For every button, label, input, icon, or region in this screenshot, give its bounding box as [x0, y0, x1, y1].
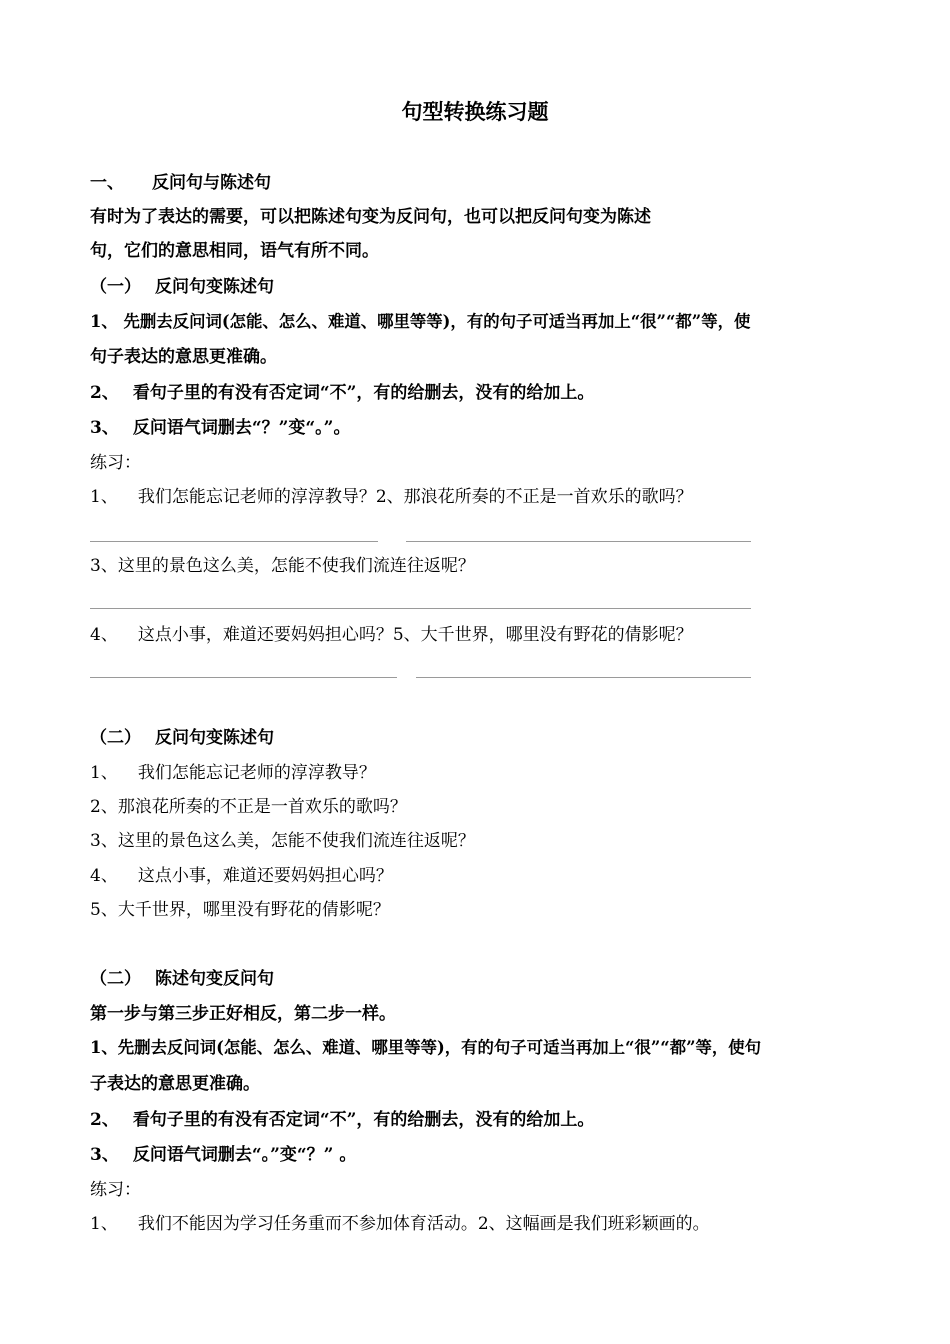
- item-number: 4、: [90, 866, 118, 886]
- rule-line: 子表达的意思更准确。: [90, 1074, 260, 1094]
- exercise-line: [90, 487, 693, 507]
- answer-blank: [90, 677, 397, 678]
- practice-label: 练习：: [90, 453, 141, 473]
- answer-blank: [406, 541, 751, 542]
- intro-line: 有时为了表达的需要，可以把陈述句变为反问句，也可以把反问句变为陈述: [90, 207, 651, 227]
- answer-blank: [90, 541, 378, 542]
- answer-blank: [416, 677, 751, 678]
- subsection-title: 反问句变陈述句: [155, 728, 274, 748]
- item-number: 1、: [90, 763, 118, 783]
- subsection-heading: [90, 728, 274, 748]
- list-item: 5、大千世界，哪里没有野花的倩影呢？: [90, 900, 390, 920]
- subsection-number: （二）: [90, 728, 141, 748]
- subsection-heading: [90, 277, 274, 297]
- exercise-text: 我们怎能忘记老师的淳淳教导？2、那浪花所奏的不正是一首欢乐的歌吗？: [137, 487, 693, 507]
- rule-line: [90, 418, 350, 438]
- list-item: [90, 866, 393, 886]
- section-heading: [90, 173, 271, 193]
- intro-line: 第一步与第三步正好相反，第二步一样。: [90, 1004, 396, 1024]
- rule-number: 2、: [90, 383, 119, 403]
- rule-text: 反问语气词删去“。”变“？” 。: [132, 1145, 357, 1165]
- practice-label: 练习：: [90, 1180, 141, 1200]
- list-item: 3、这里的景色这么美，怎能不使我们流连往返呢？: [90, 831, 475, 851]
- list-item: 2、那浪花所奏的不正是一首欢乐的歌吗？: [90, 797, 407, 817]
- rule-text: 看句子里的有没有否定词“不”，有的给删去，没有的给加上。: [132, 383, 595, 403]
- item-text: 这点小事，难道还要妈妈担心吗？: [137, 866, 393, 886]
- subsection-number: （二）: [90, 969, 141, 989]
- exercise-text: 我们不能因为学习任务重而不参加体育活动。2、这幅画是我们班彩颖画的。: [137, 1214, 710, 1234]
- rule-line: [90, 1145, 356, 1165]
- rule-number: 3、: [90, 418, 119, 438]
- list-item: [90, 763, 376, 783]
- subsection-heading: [90, 969, 274, 989]
- item-text: 我们怎能忘记老师的淳淳教导？: [137, 763, 376, 783]
- subsection-number: （一）: [90, 277, 141, 297]
- subsection-title: 反问句变陈述句: [155, 277, 274, 297]
- intro-line: 句，它们的意思相同，语气有所不同。: [90, 241, 379, 261]
- exercise-number: 1、: [90, 1214, 118, 1234]
- answer-blank: [90, 608, 751, 609]
- rule-line: 1、 先删去反问词(怎能、怎么、难道、哪里等等)，有的句子可适当再加上“很”“都”等，使: [90, 312, 751, 331]
- exercise-line: [90, 625, 693, 645]
- rule-text: 看句子里的有没有否定词“不”，有的给删去，没有的给加上。: [132, 1110, 595, 1130]
- rule-line: 句子表达的意思更准确。: [90, 347, 277, 367]
- rule-number: 3、: [90, 1145, 119, 1165]
- exercise-line: [90, 1214, 710, 1234]
- section-number: 一、: [90, 173, 124, 193]
- section-title: 反问句与陈述句: [152, 173, 271, 193]
- exercise-number: 4、: [90, 625, 118, 645]
- exercise-line: 3、这里的景色这么美，怎能不使我们流连往返呢？: [90, 556, 475, 576]
- rule-text: 反问语气词删去“？”变“。”。: [132, 418, 351, 438]
- exercise-number: 1、: [90, 487, 118, 507]
- page-title: 句型转换练习题: [401, 99, 549, 124]
- subsection-title: 陈述句变反问句: [155, 969, 274, 989]
- exercise-text: 这点小事，难道还要妈妈担心吗？5、大千世界，哪里没有野花的倩影呢？: [137, 625, 693, 645]
- rule-line: [90, 383, 594, 403]
- rule-number: 2、: [90, 1110, 119, 1130]
- rule-line: 1、先删去反问词(怎能、怎么、难道、哪里等等)，有的句子可适当再加上“很”“都”等，使句: [90, 1038, 762, 1057]
- rule-line: [90, 1110, 594, 1130]
